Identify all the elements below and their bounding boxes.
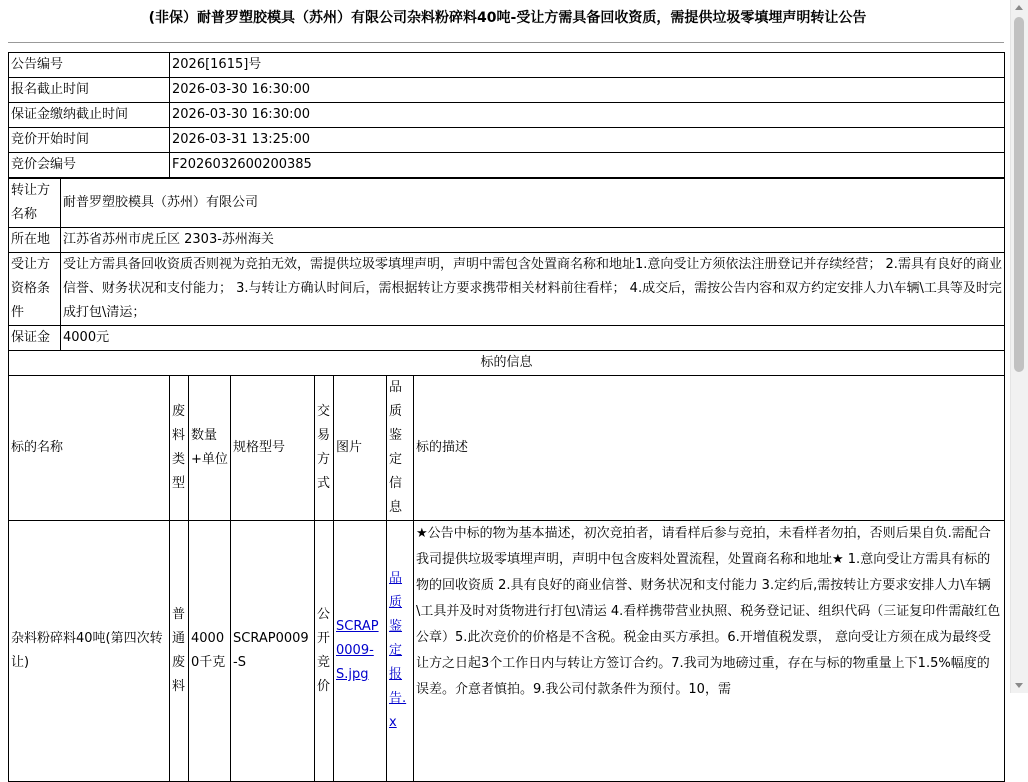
header-quality-report: 品质鉴定信息	[387, 376, 414, 521]
deposit-value: 4000元	[61, 326, 1005, 351]
spec-model-cell: SCRAP0009-S	[231, 521, 315, 782]
header-waste-type: 废料类型	[170, 376, 189, 521]
announcement-number-label: 公告编号	[9, 53, 170, 78]
scroll-up-arrow-icon[interactable]	[1015, 5, 1023, 10]
table-row	[9, 253, 1005, 326]
registration-deadline-label: 报名截止时间	[9, 78, 170, 103]
location-label: 所在地	[9, 228, 61, 253]
registration-deadline-value: 2026-03-30 16:30:00	[170, 78, 1005, 103]
quality-report-link[interactable]: 品质鉴定报告.x	[389, 571, 407, 730]
header-picture: 图片	[334, 376, 387, 521]
table-row	[9, 103, 1005, 128]
page-title: (非保）耐普罗塑胶模具（苏州）有限公司杂料粉碎料40吨-受让方需具备回收资质，需提供垃圾零填埋声明转让公告	[148, 10, 867, 26]
header-spec-model: 规格型号	[231, 376, 315, 521]
deposit-label: 保证金	[9, 326, 61, 351]
scroll-down-arrow-icon[interactable]	[1015, 683, 1023, 688]
table-header-row	[9, 376, 1005, 521]
transferor-name-label: 转让方名称	[9, 179, 61, 228]
vertical-scrollbar[interactable]	[1010, 0, 1028, 693]
bidding-start-value: 2026-03-31 13:25:00	[170, 128, 1005, 153]
auction-number-label: 竞价会编号	[9, 153, 170, 178]
bidding-start-label: 竞价开始时间	[9, 128, 170, 153]
picture-link[interactable]: SCRAP0009-S.jpg	[336, 619, 379, 682]
qualification-label: 受让方资格条件	[9, 253, 61, 326]
header-quantity-unit: 数量+单位	[189, 376, 231, 521]
deposit-deadline-value: 2026-03-30 16:30:00	[170, 103, 1005, 128]
basic-info-table	[8, 52, 1005, 178]
lot-info-table	[8, 350, 1005, 782]
header-lot-name: 标的名称	[9, 376, 170, 521]
transferor-name-value: 耐普罗塑胶模具（苏州）有限公司	[61, 179, 1005, 228]
announcement-number-value: 2026[1615]号	[170, 53, 1005, 78]
description-cell: ★公告中标的物为基本描述，初次竞拍者，请看样后参与竞拍，未看样者勿拍，否则后果自负.需配合我司提供垃圾零填埋声明，声明中包含废料处置流程，处置商名称和地址★ 1.意向受让方需具有标的物的回收资质 2.具有良好的商业信誉、财务状况和支付能力 3.定约后,需按转让方要求安排人力\车辆\工具并及时对货物进行打包\清运 4.看样携带营业执照、税务登记证、组织代码（三证复印件需敲红色公章）5.此次竞价的价格是不含税。税金由买方承担。6.开增值税发票， 意向受让方须在成为最终受让方之日起3个工作日内与转让方签订合约。7.我司为地磅过重，存在与标的物重量上下1.5%幅度的误差。介意者慎拍。9.我公司付款条件为预付。10，需	[414, 521, 1005, 782]
table-row	[9, 179, 1005, 228]
table-row	[9, 228, 1005, 253]
deposit-deadline-label: 保证金缴纳截止时间	[9, 103, 170, 128]
table-row	[9, 78, 1005, 103]
quality-report-cell	[387, 521, 414, 782]
transferor-table	[8, 178, 1005, 351]
auction-number-value: F2026032600200385	[170, 153, 1005, 178]
location-value: 江苏省苏州市虎丘区 2303-苏州海关	[61, 228, 1005, 253]
qualification-value: 受让方需具备回收资质否则视为竞拍无效，需提供垃圾零填埋声明，声明中需包含处置商名称和地址1.意向受让方须依法注册登记并存续经营； 2.需具有良好的商业信誉、财务状况和支付能力； 3.与转让方确认时间后，需根据转让方要求携带相关材料前往看样； 4.成交后，需按公告内容和双方约定安排人力\车辆\工具等及时完成打包\清运；	[61, 253, 1005, 326]
quantity-unit-cell: 40000千克	[189, 521, 231, 782]
header-description: 标的描述	[414, 376, 1005, 521]
waste-type-cell: 普通废料	[170, 521, 189, 782]
scroll-thumb[interactable]	[1014, 17, 1024, 372]
table-row	[9, 326, 1005, 351]
table-row	[9, 128, 1005, 153]
picture-cell	[334, 521, 387, 782]
trade-method-cell: 公开竞价	[315, 521, 334, 782]
table-row	[9, 521, 1005, 782]
table-row	[9, 53, 1005, 78]
header-trade-method: 交易方式	[315, 376, 334, 521]
table-row	[9, 153, 1005, 178]
lot-section-title: 标的信息	[9, 351, 1005, 376]
table-row	[9, 351, 1005, 376]
title-divider	[8, 42, 1004, 43]
lot-name-cell: 杂料粉碎料40吨(第四次转让)	[9, 521, 170, 782]
